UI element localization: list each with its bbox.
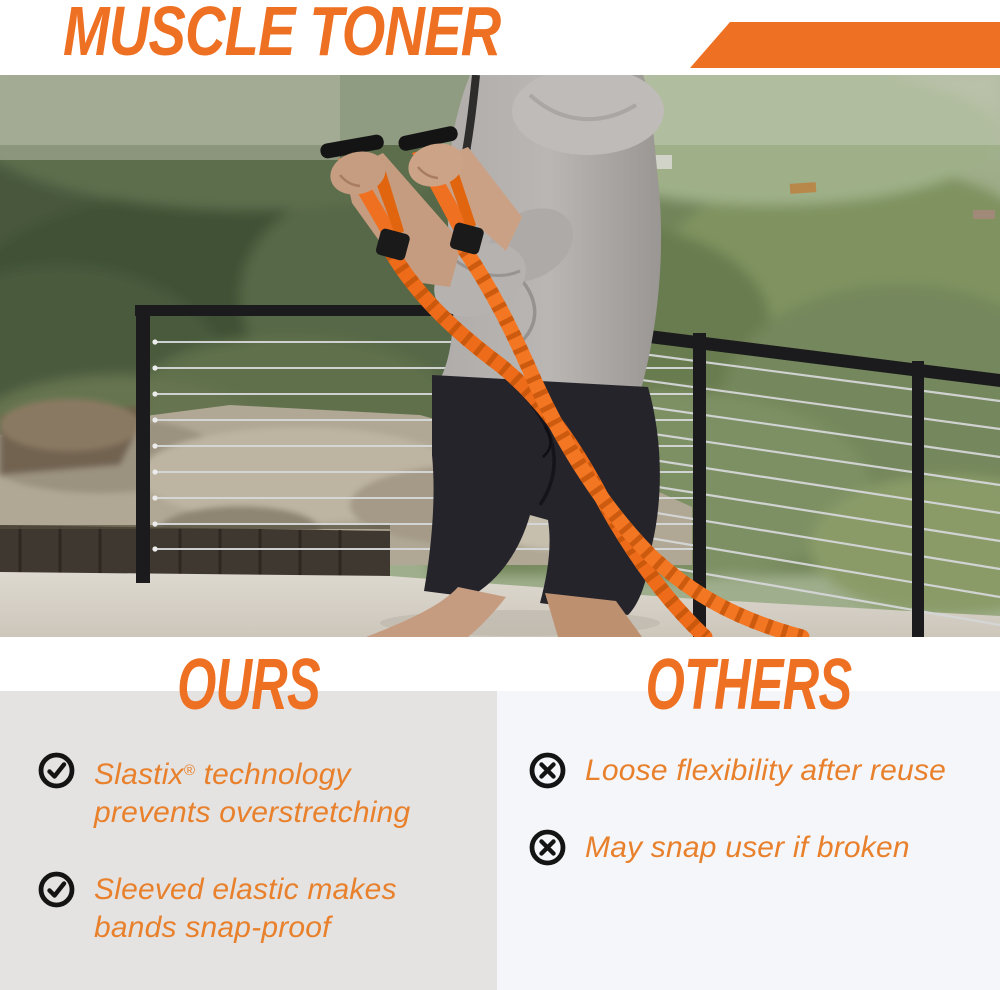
others-item-1	[529, 752, 946, 790]
orange-banner-shape	[690, 22, 1000, 68]
wood-walkway	[0, 525, 390, 577]
heading-ours: OURS	[177, 645, 320, 725]
left-haze	[0, 75, 340, 160]
ours-item-1-text: Slastix® technology prevents overstretching	[94, 758, 411, 829]
heading-others: OTHERS	[645, 645, 852, 725]
ours-item-2	[38, 871, 397, 947]
others-item-1-text: Loose flexibility after reuse	[585, 754, 946, 787]
page-title: MUSCLE TONER	[63, 0, 501, 70]
cross-icon	[529, 752, 566, 789]
ours-item-2-text: Sleeved elastic makes bands snap-proof	[94, 873, 397, 944]
check-icon	[38, 752, 75, 789]
cross-icon	[529, 829, 566, 866]
ours-item-1	[38, 752, 410, 832]
others-item-2	[529, 829, 910, 867]
check-icon	[38, 871, 75, 908]
hero-photo	[0, 75, 1000, 637]
others-item-2-text: May snap user if broken	[585, 831, 910, 864]
